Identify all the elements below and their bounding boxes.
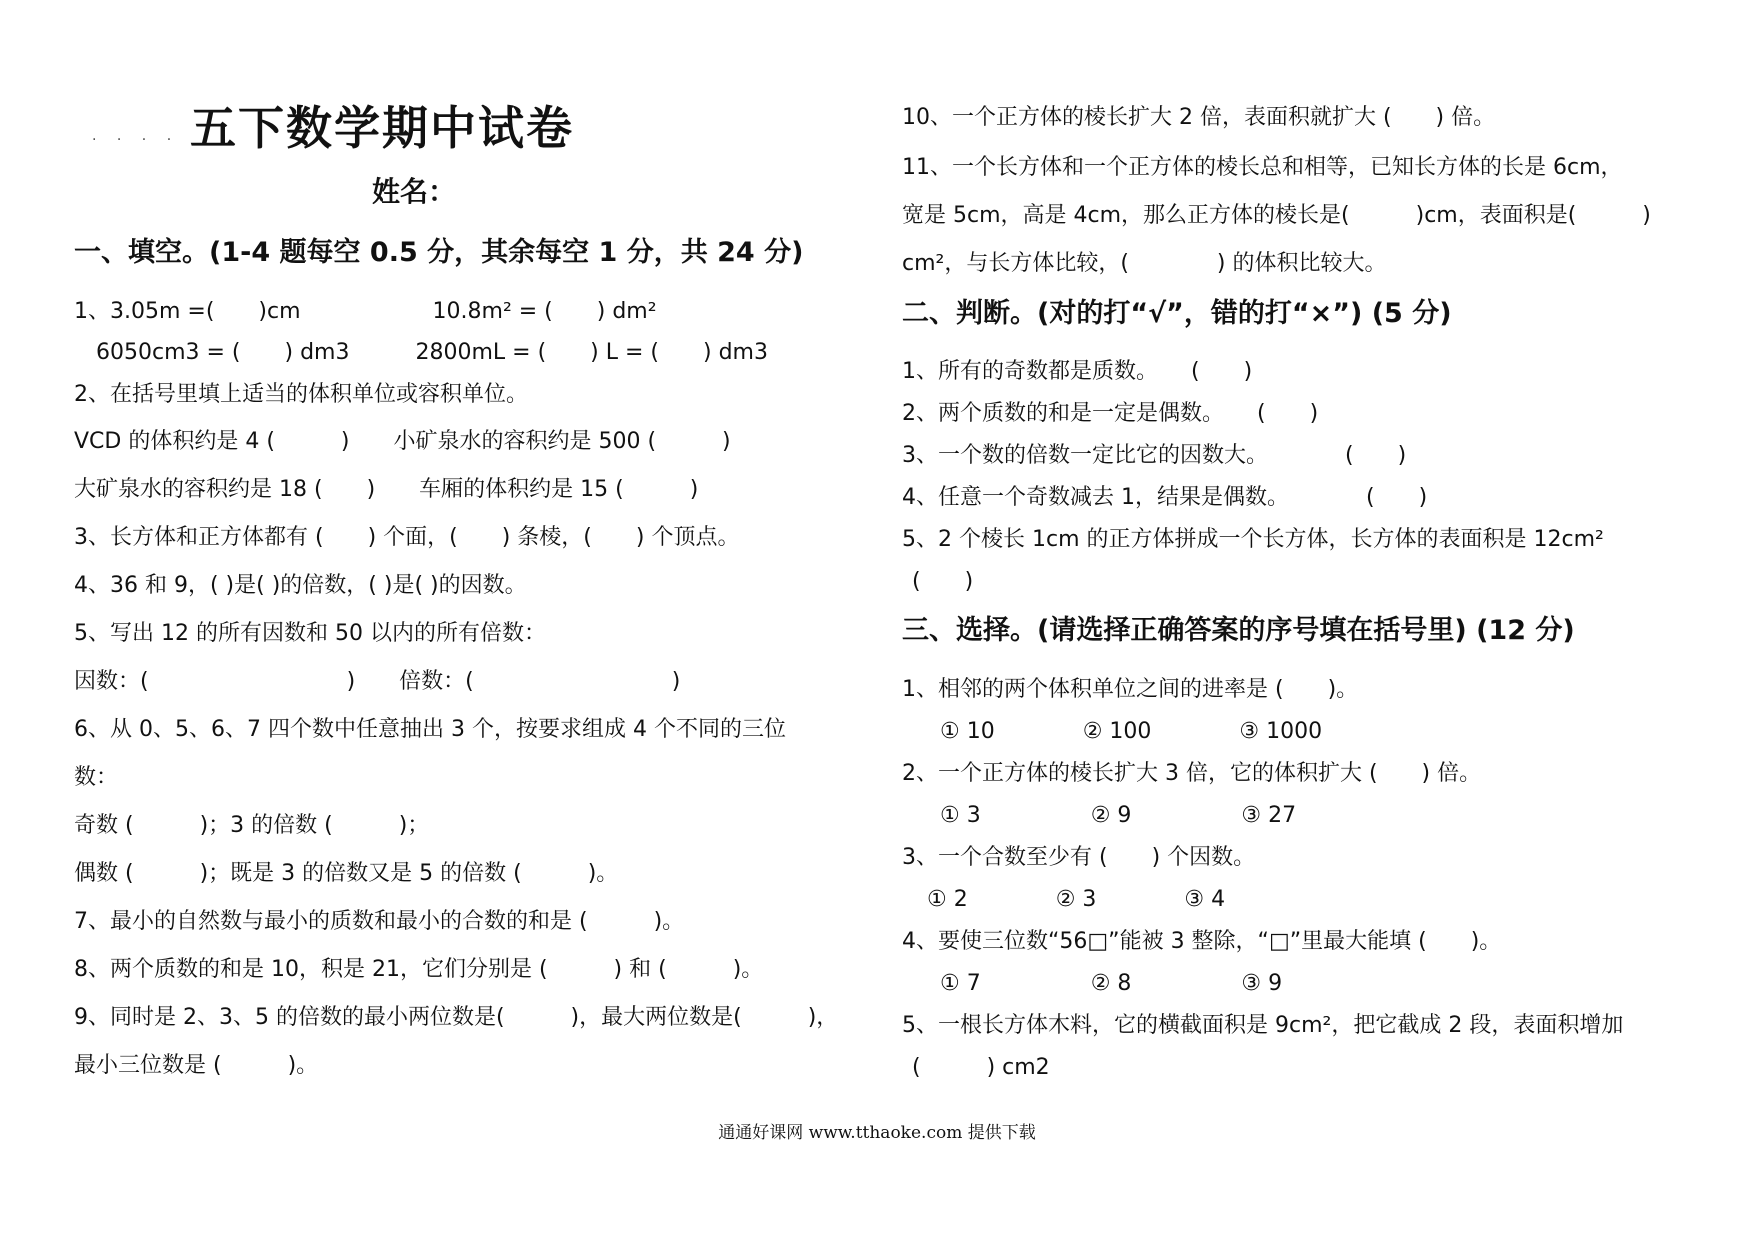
judge-5-answer: ( ) <box>912 569 974 594</box>
q11-line1: 11、一个长方体和一个正方体的棱长总和相等，已知长方体的长是 6cm， <box>902 155 1623 180</box>
choice-2-options: ① 3 ② 9 ③ 27 <box>918 803 1297 828</box>
q1-line1: 1、3.05m =( )cm 10.8m² = ( ) dm² <box>74 299 657 324</box>
judge-2: 2、两个质数的和是一定是偶数。 ( ) <box>902 401 1319 426</box>
q3: 3、长方体和正方体都有 ( ) 个面，( ) 条棱，( ) 个顶点。 <box>74 525 740 550</box>
judge-4: 4、任意一个奇数减去 1，结果是偶数。 ( ) <box>902 485 1428 510</box>
choice-4: 4、要使三位数“56□”能被 3 整除，“□”里最大能填 ( )。 <box>902 929 1502 954</box>
q4: 4、36 和 9，( )是( )的倍数，( )是( )的因数。 <box>74 573 527 598</box>
q6-prompt-cont: 数： <box>74 765 119 790</box>
student-name-label: 姓名： <box>372 175 457 208</box>
choice-1-options: ① 10 ② 100 ③ 1000 <box>918 719 1323 744</box>
q6-prompt: 6、从 0、5、6、7 四个数中任意抽出 3 个，按要求组成 4 个不同的三位 <box>74 717 786 742</box>
q10: 10、一个正方体的棱长扩大 2 倍，表面积就扩大 ( ) 倍。 <box>902 105 1496 130</box>
q2-line1: VCD 的体积约是 4 ( ) 小矿泉水的容积约是 500 ( ) <box>74 429 731 454</box>
footer-credit: 通通好课网 www.tthaoke.com 提供下载 <box>718 1123 1036 1143</box>
choice-5-answer: ( ) cm2 <box>912 1055 1050 1080</box>
decor-dots: . . . . <box>92 128 180 144</box>
q1-line2: 6050cm3 = ( ) dm3 2800mL = ( ) L = ( ) dm3 <box>74 340 768 365</box>
choice-2: 2、一个正方体的棱长扩大 3 倍，它的体积扩大 ( ) 倍。 <box>902 761 1482 786</box>
section2-heading: 二、判断。(对的打“√”，错的打“×”) (5 分) <box>902 298 1452 329</box>
q8: 8、两个质数的和是 10，积是 21，它们分别是 ( ) 和 ( )。 <box>74 957 764 982</box>
section1-heading: 一、填空。(1-4 题每空 0.5 分，其余每空 1 分，共 24 分) <box>74 237 804 268</box>
q5-prompt: 5、写出 12 的所有因数和 50 以内的所有倍数： <box>74 621 546 646</box>
choice-3: 3、一个合数至少有 ( ) 个因数。 <box>902 845 1256 870</box>
q11-line3: cm²，与长方体比较，( ) 的体积比较大。 <box>902 251 1387 276</box>
q2-line2: 大矿泉水的容积约是 18 ( ) 车厢的体积约是 15 ( ) <box>74 477 699 502</box>
choice-5: 5、一根长方体木料，它的横截面积是 9cm²，把它截成 2 段，表面积增加 <box>902 1013 1624 1038</box>
q2-prompt: 2、在括号里填上适当的体积单位或容积单位。 <box>74 382 528 407</box>
page-title: 五下数学期中试卷 <box>190 101 574 155</box>
q7: 7、最小的自然数与最小的质数和最小的合数的和是 ( )。 <box>74 909 685 934</box>
q11-line2: 宽是 5cm，高是 4cm，那么正方体的棱长是( )cm，表面积是( ) <box>902 203 1651 228</box>
judge-3: 3、一个数的倍数一定比它的因数大。 ( ) <box>902 443 1407 468</box>
section3-heading: 三、选择。(请选择正确答案的序号填在括号里) (12 分) <box>902 615 1575 646</box>
q9-line2: 最小三位数是 ( )。 <box>74 1053 319 1078</box>
q6-line2: 偶数 ( )；既是 3 的倍数又是 5 的倍数 ( )。 <box>74 861 619 886</box>
q6-line1: 奇数 ( )；3 的倍数 ( )； <box>74 813 430 838</box>
q5-answers: 因数：( ) 倍数：( ) <box>74 669 681 694</box>
choice-3-options: ① 2 ② 3 ③ 4 <box>905 887 1226 912</box>
q9-line1: 9、同时是 2、3、5 的倍数的最小两位数是( )，最大两位数是( )， <box>74 1005 839 1030</box>
judge-5: 5、2 个棱长 1cm 的正方体拼成一个长方体，长方体的表面积是 12cm² <box>902 527 1604 552</box>
judge-1: 1、所有的奇数都是质数。 ( ) <box>902 359 1253 384</box>
choice-4-options: ① 7 ② 8 ③ 9 <box>918 971 1283 996</box>
choice-1: 1、相邻的两个体积单位之间的进率是 ( )。 <box>902 677 1359 702</box>
